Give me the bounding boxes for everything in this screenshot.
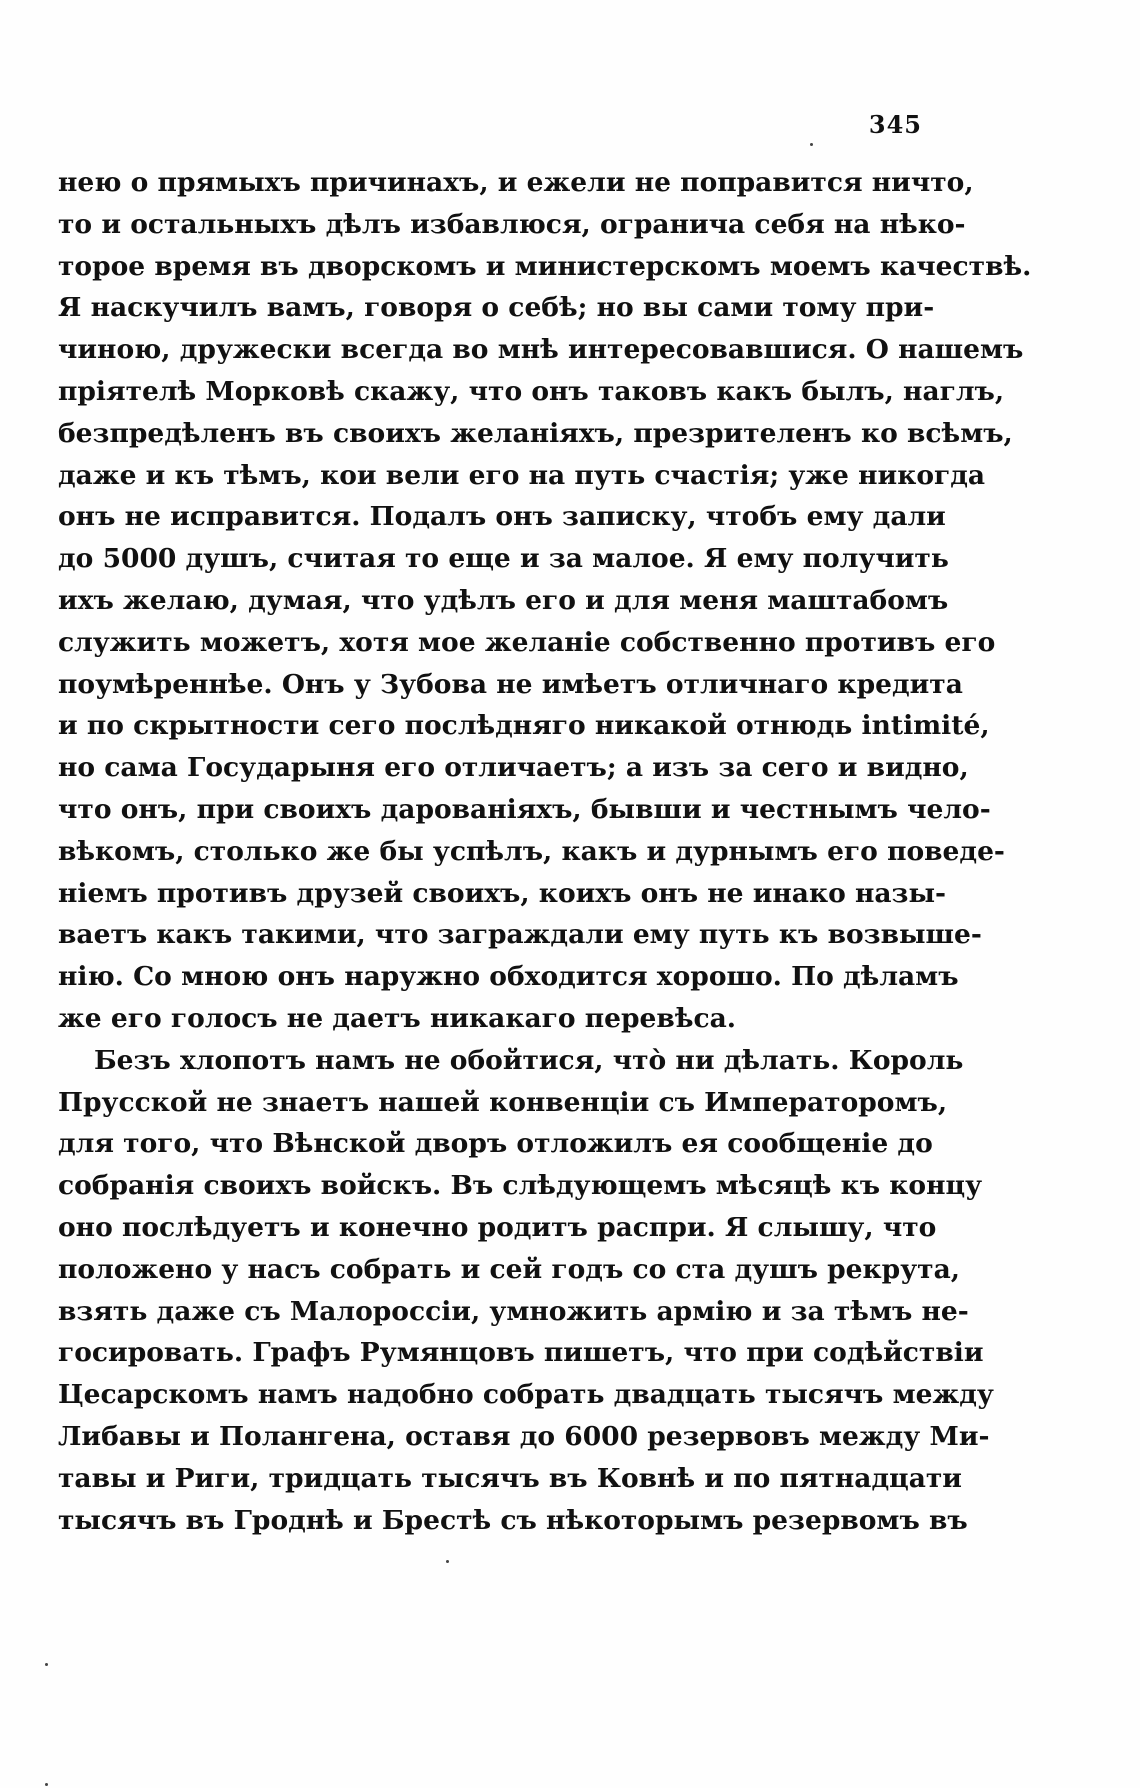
text-line: то и остальныхъ дѣлъ избавлюся, ограничa себя на нѣко- [58,208,966,240]
text-line: госировать. Графъ Румянцовъ пишетъ, что при содѣйствіи [58,1337,984,1369]
text-line: Я наскучилъ вамъ, говоря о себѣ; но вы сами тому при- [58,292,935,324]
page-number: 345 [868,110,922,139]
text-line: собранія своихъ войскъ. Въ слѣдующемъ мѣсяцѣ къ концу [58,1170,983,1202]
text-line: Либавы и Полангена, оставя до 6000 резервовъ между Ми- [58,1420,990,1452]
text-line: ніемъ противъ друзей своихъ, коихъ онъ не инако назы- [58,877,947,909]
text-line: пріятелѣ Морковѣ скажу, что онъ таковъ какъ былъ, наглъ, [58,375,1005,407]
text-line: Прусской не знаетъ нашей конвенціи съ Императоромъ, [58,1086,948,1118]
text-line: нею о прямыхъ причинахъ, и ежели не поправится ничто, [58,167,974,198]
body-text [58,162,1032,1541]
text-line: ваетъ какъ такими, что заграждали ему путь къ возвыше- [58,919,982,951]
text-line: для того, что Вѣнской дворъ отложилъ ея сообщеніе до [58,1128,933,1160]
text-line: ихъ желаю, думая, что удѣлъ его и для меня маштабомъ [58,584,949,616]
text-line: но сама Государыня его отличаетъ; а изъ за сего и видно, [58,752,969,784]
text-line: служить можетъ, хотя мое желаніе собственно противъ его [58,626,996,658]
print-speck [446,1560,449,1563]
text-line: положено у насъ собрать и сей годъ со ста душъ рекрута, [58,1253,960,1285]
print-speck [45,1783,48,1786]
print-speck [45,1663,48,1666]
text-line: торое время въ дворскомъ и министерскомъ моемъ качествѣ. [58,250,1032,282]
text-line: нію. Со мною онъ наружно обходится хорошо. По дѣламъ [58,961,959,993]
text-line: онъ не исправится. Подалъ онъ записку, чтобъ ему дали [58,501,946,533]
text-line: поумѣреннѣе. Онъ у Зубова не имѣетъ отличнаго кредита [58,668,963,700]
text-line: даже и къ тѣмъ, кои вели его на путь счастія; уже никогда [58,459,986,491]
text-line: взять даже съ Малороссіи, умножить армію и за тѣмъ не- [58,1295,969,1327]
text-line: и по скрытности сего послѣдняго никакой отнюдь intimité, [58,710,990,742]
text-line: до 5000 душъ, считая то еще и за малое. Я ему получить [58,543,949,575]
print-speck [810,143,813,146]
text-line: тысячъ въ Гроднѣ и Брестѣ съ нѣкоторымъ резервомъ въ [58,1504,968,1536]
text-line: же его голосъ не даетъ никакаго перевѣса. [58,1002,736,1034]
paragraph-first-line: Безъ хлопотъ намъ не обойтися, что̀ ни дѣлать. Король [94,1044,964,1076]
text-line: Цесарскомъ намъ надобно собрать двадцать тысячъ между [58,1379,994,1411]
text-line: вѣкомъ, столько же бы успѣлъ, какъ и дурнымъ его поведе- [58,835,1005,867]
text-line: безпредѣленъ въ своихъ желаніяхъ, презрителенъ ко всѣмъ, [58,417,1013,449]
text-line: что онъ, при своихъ дарованіяхъ, бывши и честнымъ чело- [58,793,991,825]
text-line: чиною, дружески всегда во мнѣ интересовавшися. О нашемъ [58,334,1024,366]
text-line: тавы и Риги, тридцать тысячъ въ Ковнѣ и по пятнадцати [58,1462,962,1494]
text-line: оно послѣдуетъ и конечно родитъ распри. Я слышу, что [58,1211,937,1243]
